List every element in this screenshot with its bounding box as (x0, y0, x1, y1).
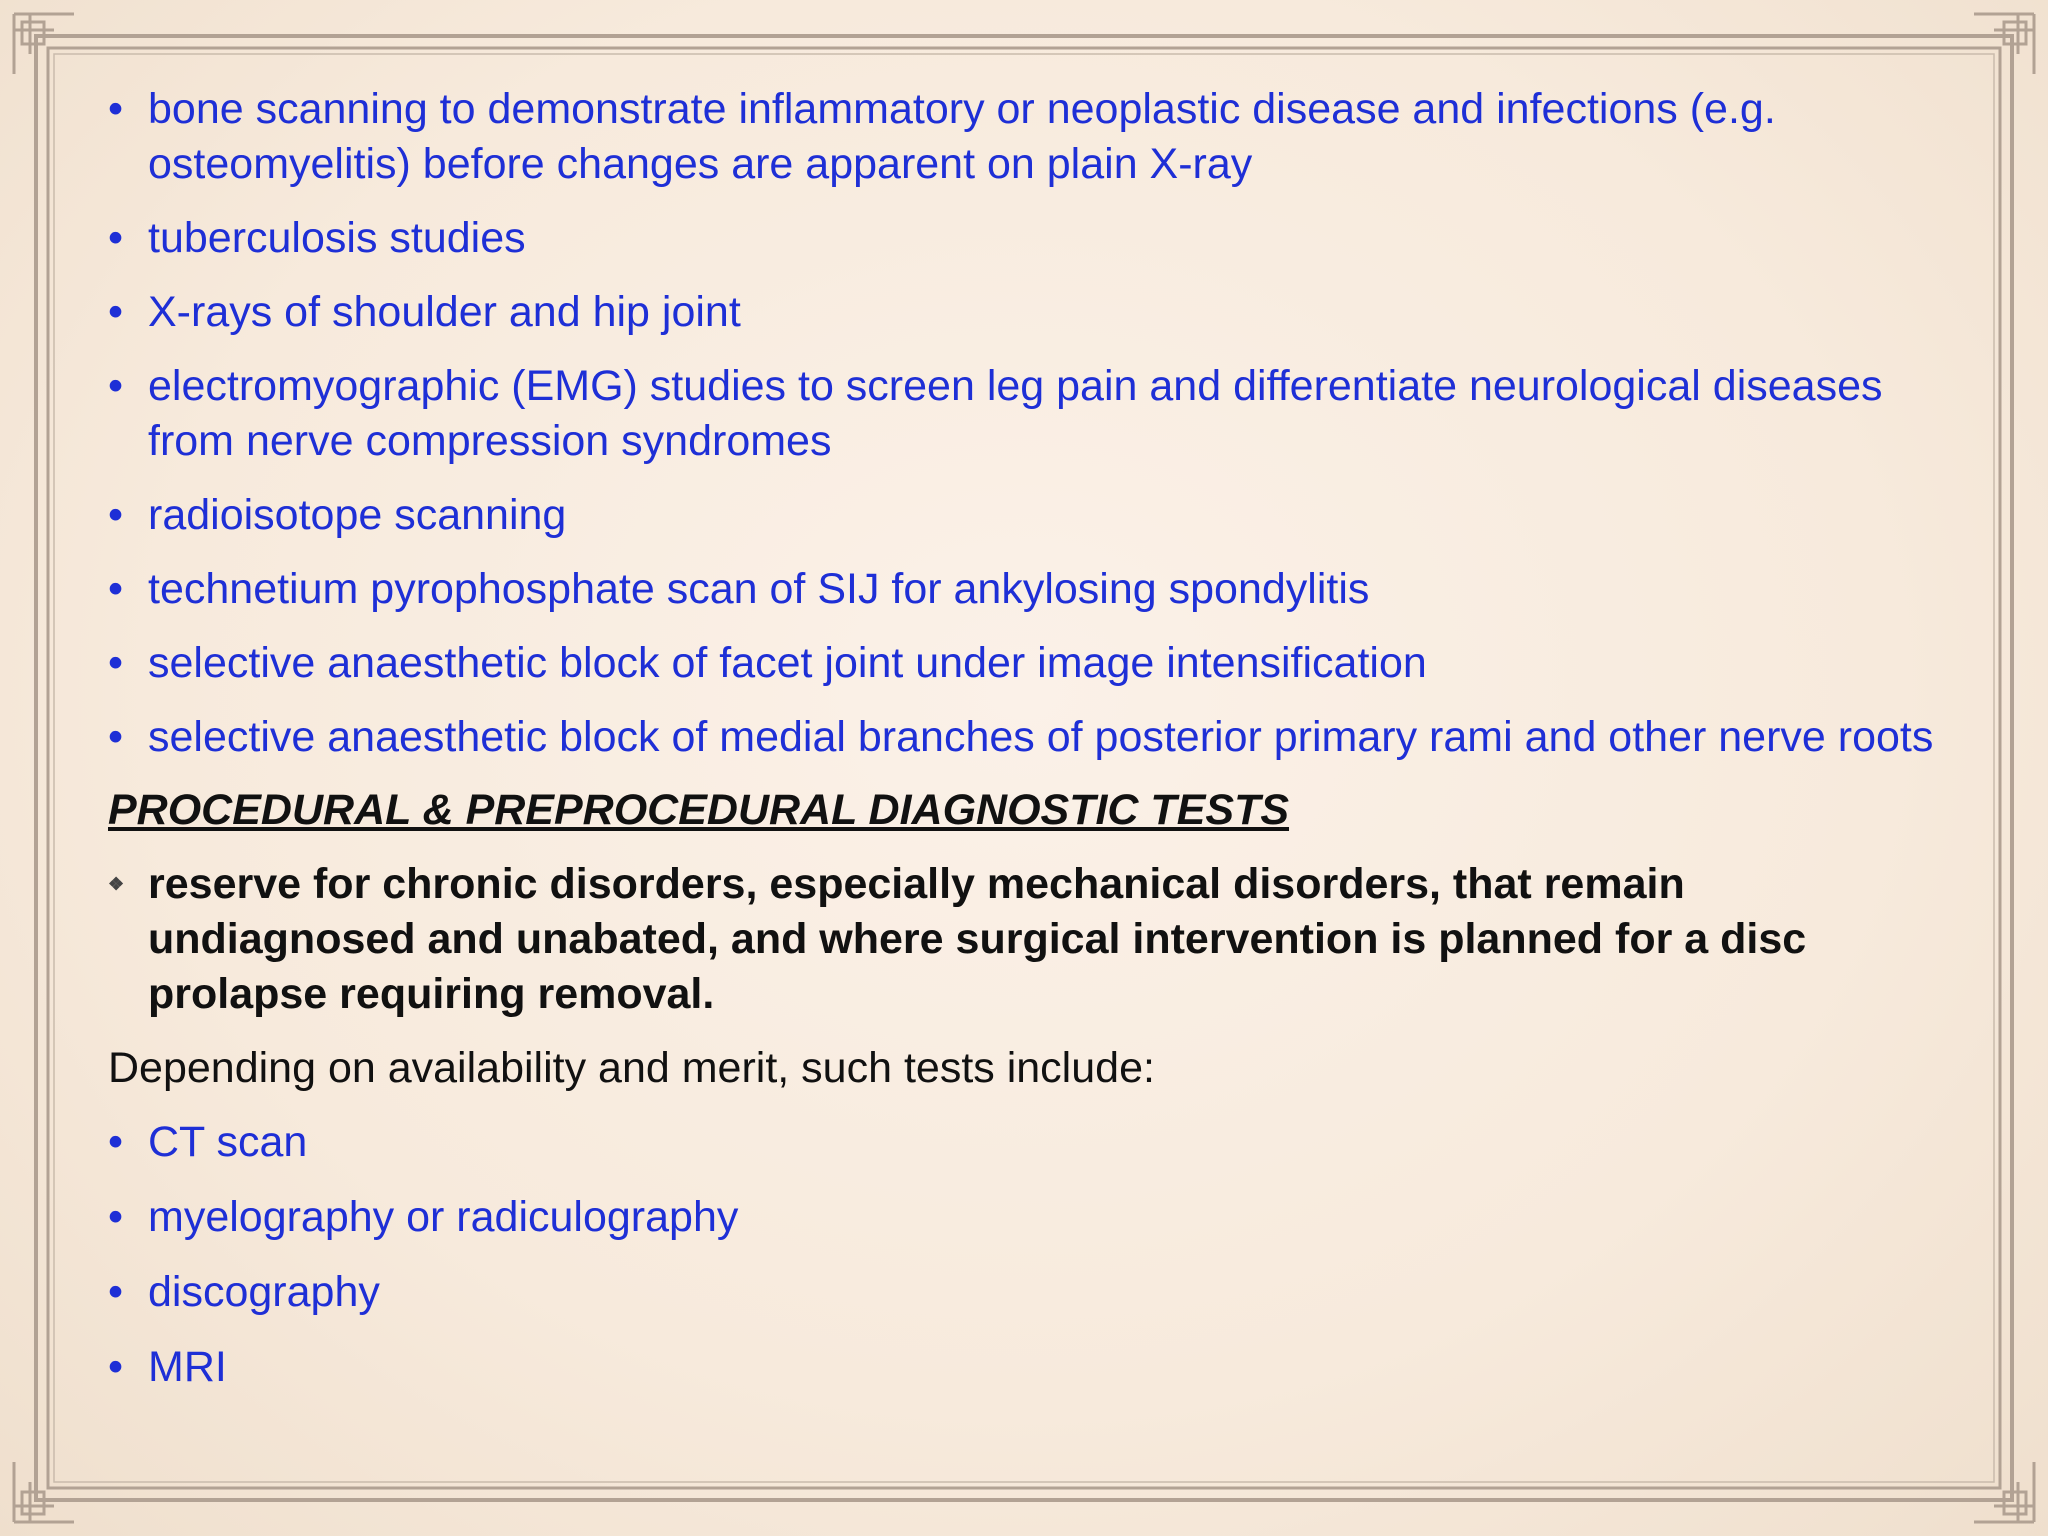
list-item: • radioisotope scanning (108, 488, 1948, 543)
bold-list-item: ❖ reserve for chronic disorders, especially mechanical disorders, that remain undiagnosed and unabated, and where surgical intervention is planned for a disc prolapse requiring removal. (108, 857, 1948, 1022)
list-item: • myelography or radiculography (108, 1190, 1948, 1245)
corner-ornament-top-left (14, 14, 74, 74)
tests-list (108, 1115, 1948, 1395)
slide-content (108, 82, 1948, 1415)
bullet-dot-icon: • (108, 288, 124, 336)
bullet-dot-icon: • (108, 639, 124, 687)
bullet-dot-icon: • (108, 214, 124, 262)
list-item: • X-rays of shoulder and hip joint (108, 285, 1948, 340)
corner-ornament-top-right (1974, 14, 2034, 74)
bullet-dot-icon: • (108, 362, 124, 410)
bullet-dot-icon: • (108, 1118, 124, 1166)
bullet-dot-icon: • (108, 1193, 124, 1241)
corner-ornament-bottom-left (14, 1462, 74, 1522)
list-item: • technetium pyrophosphate scan of SIJ for ankylosing spondylitis (108, 562, 1948, 617)
bullet-dot-icon: • (108, 491, 124, 539)
list-item: • tuberculosis studies (108, 211, 1948, 266)
bullet-dot-icon: • (108, 713, 124, 761)
list-item: • MRI (108, 1340, 1948, 1395)
list-item: • discography (108, 1265, 1948, 1320)
bullet-dot-icon: • (108, 1343, 124, 1391)
list-item: • electromyographic (EMG) studies to screen leg pain and differentiate neurological diseases from nerve compression syndromes (108, 359, 1948, 469)
bullet-dot-icon: • (108, 565, 124, 613)
list-item: • selective anaesthetic block of medial branches of posterior primary rami and other nerve roots (108, 710, 1948, 765)
intro-text: Depending on availability and merit, such tests include: (108, 1044, 1155, 1092)
list-item: • bone scanning to demonstrate inflammatory or neoplastic disease and infections (e.g. osteomyelitis) before changes are apparent on plain X-ray (108, 82, 1948, 192)
diagnostic-list (108, 82, 1948, 765)
list-item: • selective anaesthetic block of facet joint under image intensification (108, 636, 1948, 691)
section-heading: PROCEDURAL & PREPROCEDURAL DIAGNOSTIC TESTS (108, 786, 1290, 834)
bullet-dot-icon: • (108, 85, 124, 133)
diamond-bullet-icon: ❖ (108, 874, 125, 894)
corner-ornament-bottom-right (1974, 1462, 2034, 1522)
bullet-dot-icon: • (108, 1268, 124, 1316)
list-item: • CT scan (108, 1115, 1948, 1170)
